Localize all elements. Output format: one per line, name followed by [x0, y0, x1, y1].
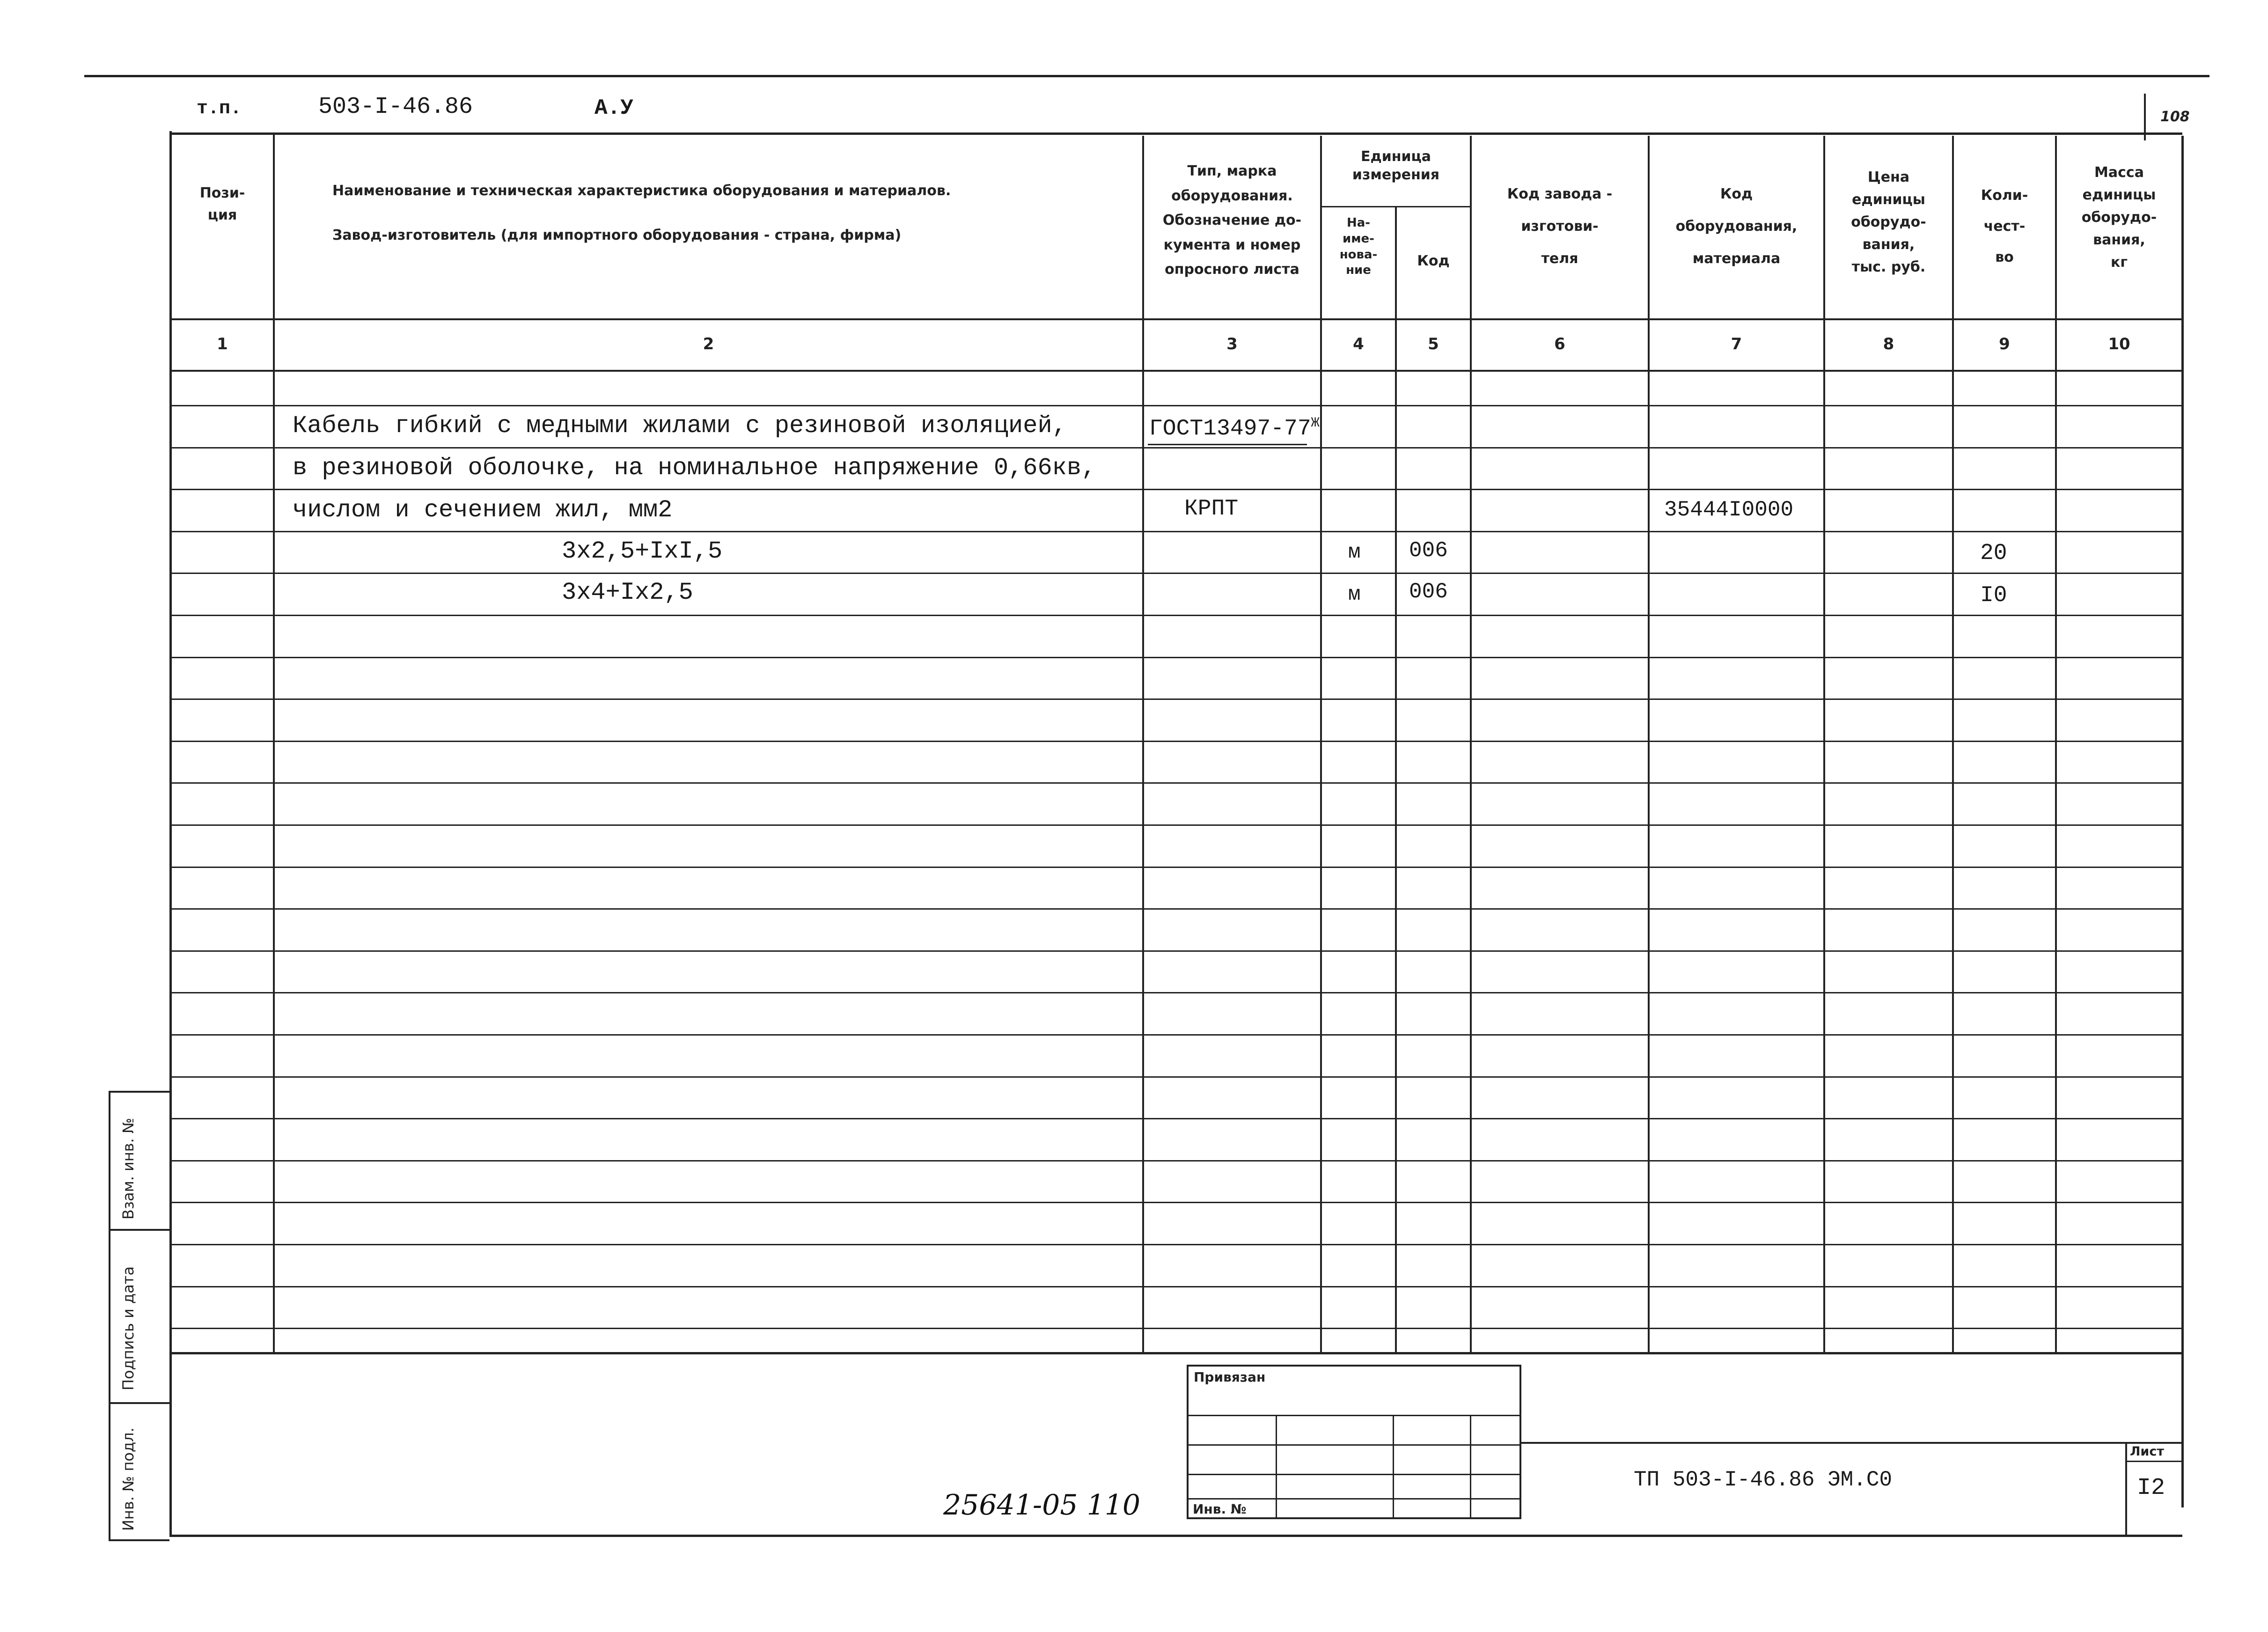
privyazan-col-2 [1393, 1415, 1394, 1519]
body-row-line [169, 741, 2182, 742]
body-row-line [169, 1202, 2182, 1203]
header-name-line1: Наименование и техническая характеристика оборудования и материалов. [332, 183, 951, 199]
row-4-unit: м [1348, 541, 1361, 564]
colnum-2: 2 [703, 335, 714, 353]
row-1-name: Кабель гибкий с медными жилами с резиновой изоляцией, [293, 412, 1067, 440]
body-row-line [169, 1076, 2182, 1078]
body-row-line [169, 782, 2182, 784]
header-unit-code: Код [1417, 253, 1450, 269]
corner-mark: 108 [2160, 109, 2190, 125]
side-stamp-field-3: Инв. № подл. [119, 1427, 137, 1531]
side-stamp-top [109, 1091, 169, 1093]
page-bottom-line [169, 1535, 2182, 1537]
side-stamp-outer-line [109, 1091, 110, 1540]
colnum-6: 6 [1554, 335, 1565, 353]
body-row-line [169, 447, 2182, 448]
row-3-material-code: 35444I0000 [1664, 498, 1794, 522]
sheet-label: Лист [2130, 1444, 2164, 1459]
row-3-type: КРПТ [1184, 496, 1239, 522]
album-label: А.У [595, 96, 633, 120]
side-stamp-field-1: Взам. инв. № [119, 1117, 137, 1220]
header-unit-name: На- име- нова- ние [1339, 216, 1378, 278]
privyazan-col-3 [1470, 1415, 1471, 1519]
body-row-line [169, 489, 2182, 490]
sheet-box-divider [2125, 1461, 2182, 1462]
body-row-line [169, 908, 2182, 910]
row-1-type: $ГОСТ13497-77^Ж$ [1149, 415, 1320, 441]
privyazan-label: Привязан [1194, 1369, 1266, 1385]
header-type: Тип, марка оборудования. Обозначение до- кумента и номер опросного листа [1162, 163, 1302, 278]
colnum-8: 8 [1883, 335, 1894, 353]
body-row-line [169, 867, 2182, 868]
top-border-line [84, 75, 2209, 77]
body-row-line [169, 1160, 2182, 1162]
side-stamp-sep-1 [109, 1229, 169, 1231]
body-row-line [169, 1034, 2182, 1036]
body-row-line [169, 615, 2182, 616]
colnum-4: 4 [1353, 335, 1364, 353]
side-stamp-bottom [109, 1539, 169, 1541]
project-number: 503-I-46.86 [318, 94, 473, 120]
col-sep-1 [273, 132, 275, 1352]
body-row-line [169, 950, 2182, 952]
colnum-1: 1 [217, 335, 228, 353]
sheet-box-left [2125, 1442, 2127, 1536]
header-top-line [169, 132, 2182, 135]
colnum-9: 9 [1999, 335, 2010, 353]
row-4-name: 3x2,5+IxI,5 [562, 537, 723, 565]
inv-no-label: Инв. № [1193, 1501, 1247, 1517]
body-row-line [169, 992, 2182, 993]
document-code: ТП 503-I-46.86 ЭМ.С0 [1634, 1468, 1893, 1492]
table-bottom-line [169, 1352, 2182, 1354]
row-4-code: 006 [1409, 538, 1448, 563]
body-row-line [169, 1118, 2182, 1119]
row-5-quantity: I0 [1980, 583, 2007, 608]
body-row-line [169, 573, 2182, 574]
header-position: Пози- ция [199, 185, 245, 223]
row-3-name: числом и сечением жил, мм2 [293, 496, 673, 524]
colnum-7: 7 [1731, 335, 1742, 353]
header-price: Цена единицы оборудо- вания, тыс. руб. [1851, 169, 1926, 275]
frame-right [2181, 136, 2184, 1507]
handwritten-number: 25641-05 110 [943, 1489, 1141, 1522]
header-mass: Масса единицы оборудо- вания, кг [2081, 164, 2157, 271]
title-block-top [1521, 1442, 2182, 1444]
body-row-line [169, 1286, 2182, 1287]
header-factory-code: Код завода - изготови- теля [1507, 186, 1613, 267]
body-row-line [169, 824, 2182, 826]
row-2-name: в резиновой оболочке, на номинальное напряжение 0,66кв, [293, 454, 1096, 482]
header-unit-group: Единица измерения [1352, 148, 1440, 183]
row-4-quantity: 20 [1980, 541, 2007, 566]
privyazan-col-1 [1276, 1415, 1277, 1519]
unit-group-subline [1320, 206, 1470, 207]
body-row-line [169, 657, 2182, 658]
header-name-line2: Завод-изготовитель (для импортного оборудования - страна, фирма) [332, 227, 902, 243]
colnum-3: 3 [1226, 335, 1238, 353]
body-row-line [169, 531, 2182, 532]
sheet-number: I2 [2137, 1475, 2165, 1501]
body-row-line [169, 698, 2182, 700]
row-1-type-underline [1148, 444, 1307, 445]
header-bottom-line [169, 318, 2182, 320]
body-row-line [169, 1328, 2182, 1329]
row-5-name: 3x4+Ix2,5 [562, 579, 693, 606]
body-row-line [169, 1244, 2182, 1245]
colnum-10: 10 [2108, 335, 2130, 353]
header-quantity: Коли- чест- во [1981, 187, 2028, 265]
header-material-code: Код оборудования, материала [1675, 186, 1798, 267]
row-5-code: 006 [1409, 580, 1448, 604]
row-5-unit: м [1348, 583, 1361, 606]
tp-label: т.п. [197, 98, 242, 119]
side-stamp-field-2: Подпись и дата [119, 1266, 137, 1390]
body-row-line [169, 405, 2182, 406]
side-stamp-sep-2 [109, 1402, 169, 1404]
numbers-bottom-line [169, 370, 2182, 372]
col-sep-4 [1395, 206, 1397, 1352]
colnum-5: 5 [1428, 335, 1439, 353]
